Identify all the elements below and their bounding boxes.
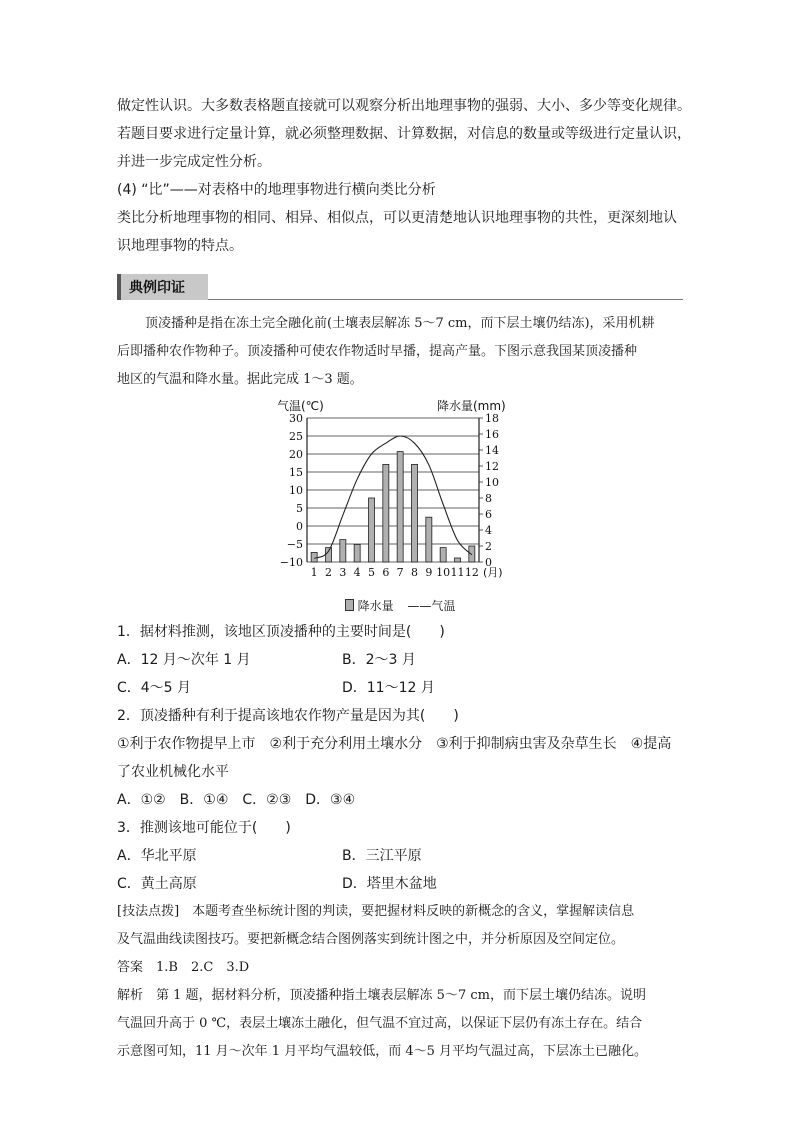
tip-line-2: 及气温曲线读图技巧。要把新概念结合图例落实到统计图之中，并分析原因及空间定位。 [117, 932, 625, 947]
left-tick-label: 0 [296, 520, 303, 533]
section-divider [208, 299, 683, 300]
right-tick-label: 6 [485, 508, 492, 521]
left-axis-title: 气温(℃) [277, 399, 324, 413]
answer-text: 1.B 2.C 3.D [143, 960, 250, 975]
legend-temp-label: 气温 [431, 599, 456, 613]
precip-bar [440, 548, 446, 562]
precip-bar [426, 517, 432, 562]
precip-bar [383, 464, 389, 562]
intro-line-4: (4) “比”——对表格中的地理事物进行横向类比分析 [117, 182, 436, 198]
left-tick-label: 30 [289, 412, 303, 425]
month-tick-label: 10 [436, 566, 451, 579]
right-tick-label: 8 [485, 492, 492, 505]
month-tick-label: 12 [464, 566, 479, 579]
q3-option-b: B．三江平原 [342, 848, 422, 864]
q1-options-row-2 [117, 674, 683, 702]
material-line-3: 地区的气温和降水量。据此完成 1～3 题。 [117, 372, 363, 387]
left-tick-label: 20 [289, 448, 303, 461]
left-tick-label: 5 [296, 502, 303, 515]
legend-precip-label: 降水量 [357, 599, 394, 613]
month-tick-label: 2 [325, 566, 332, 579]
section-title: 典例印证 [129, 280, 185, 296]
legend-line-swatch: —— [407, 599, 432, 613]
section-header [117, 274, 683, 300]
q1-option-b: B．2～3 月 [342, 652, 416, 668]
page-content [117, 92, 691, 1066]
right-tick-label: 0 [485, 556, 492, 569]
q3-options-row-1 [117, 842, 683, 870]
analysis-line-1 [117, 982, 683, 1010]
right-tick-label: 10 [485, 476, 499, 489]
left-tick-label: 15 [289, 466, 303, 479]
q1-option-d: D．11～12 月 [342, 680, 435, 696]
q2-items-line-2: 了农业机械化水平 [117, 764, 229, 780]
intro-line-1: 做定性认识。大多数表格题直接就可以观察分析出地理事物的强弱、大小、多少等变化规律。 [117, 98, 691, 114]
right-tick-label: 14 [485, 444, 499, 457]
q3-option-a: A．华北平原 [117, 848, 197, 864]
precip-bar [469, 546, 475, 562]
q1-option-a: A．12 月～次年 1 月 [117, 652, 251, 668]
precip-bar [340, 540, 346, 562]
q3-stem: 3．推测该地可能位于( ) [117, 820, 291, 836]
intro-line-2: 若题目要求进行定量计算，就必须整理数据、计算数据，对信息的数量或等级进行定量认识， [117, 126, 691, 142]
precip-bar [397, 452, 403, 562]
precip-bar [325, 548, 331, 562]
q3-option-c: C．黄土高原 [117, 876, 197, 892]
month-tick-label: 7 [396, 566, 404, 579]
month-tick-label: 5 [368, 566, 375, 579]
month-tick-label: 4 [353, 566, 361, 579]
tip-text-1: 本题考查坐标统计图的判读，要把握材料反映的新概念的含义，掌握解读信息 [179, 904, 635, 919]
q2-stem: 2．顶凌播种有利于提高该地农作物产量是因为其( ) [117, 708, 459, 724]
intro-line-6: 识地理事物的特点。 [117, 238, 243, 254]
material-line-1: 顶凌播种是指在冻土完全融化前(土壤表层解冻 5～7 cm，而下层土壤仍结冻)，采用机耕 [145, 316, 655, 331]
x-unit-label: (月) [483, 566, 503, 579]
precip-bar [354, 544, 360, 562]
q2-items-line-1: ①利于农作物提早上市 ②利于充分利用土壤水分 ③利于抑制病虫害及杂草生长 ④提高 [117, 736, 672, 752]
left-tick-label: 10 [289, 484, 303, 497]
q1-options-row-1 [117, 646, 683, 674]
analysis-line-2: 气温回升高于 0 ℃，表层土壤冻土融化，但气温不宜过高，以保证下层仍有冻土存在。结合 [117, 1016, 643, 1031]
climate-chart-svg [117, 396, 683, 600]
left-tick-label: 25 [289, 430, 303, 443]
tip-label: [技法点拨] [117, 904, 180, 919]
tip-line-1 [117, 898, 683, 926]
left-tick-label: −5 [286, 538, 303, 551]
material-line-2: 后即播种农作物种子。顶凌播种可使农作物适时早播，提高产量。下图示意我国某顶凌播种 [117, 344, 638, 359]
q1-option-c: C．4～5 月 [117, 680, 192, 696]
right-tick-label: 16 [485, 428, 499, 441]
intro-line-3: 并进一步完成定性分析。 [117, 154, 271, 170]
precip-bar [368, 498, 374, 562]
analysis-line-3: 示意图可知，11 月～次年 1 月平均气温较低，而 4～5 月平均气温过高，下层冻土已融化。 [117, 1044, 648, 1059]
right-tick-label: 12 [485, 460, 499, 473]
month-tick-label: 11 [450, 566, 465, 579]
right-tick-label: 2 [485, 540, 492, 553]
climate-chart [117, 396, 683, 600]
right-tick-label: 18 [485, 412, 499, 425]
precip-bar [311, 552, 317, 562]
answer-label: 答案 [117, 960, 144, 975]
month-tick-label: 8 [411, 566, 418, 579]
analysis-text-1: 第 1 题，据材料分析，顶凌播种指土壤表层解冻 5～7 cm，而下层土壤仍结冻。说明 [143, 988, 646, 1003]
precip-bar [454, 558, 460, 562]
q3-options-row-2 [117, 870, 683, 898]
legend-bar-swatch [345, 599, 354, 611]
precip-bar [411, 464, 417, 562]
left-tick-label: −10 [279, 556, 303, 569]
chart-legend [117, 598, 683, 614]
right-axis-title: 降水量(mm) [437, 399, 506, 413]
month-tick-label: 6 [382, 566, 390, 579]
analysis-label: 解析 [117, 988, 144, 1003]
q1-stem: 1．据材料推测，该地区顶凌播种的主要时间是( ) [117, 624, 445, 640]
month-tick-label: 9 [425, 566, 433, 579]
intro-line-5: 类比分析地理事物的相同、相异、相似点，可以更清楚地认识地理事物的共性，更深刻地认 [117, 210, 677, 226]
answer-line [117, 954, 683, 982]
month-tick-label: 1 [310, 566, 318, 579]
month-tick-label: 3 [339, 566, 347, 579]
q2-options: A．①② B．①④ C．②③ D．③④ [117, 792, 356, 808]
right-tick-label: 4 [485, 524, 492, 537]
q3-option-d: D．塔里木盆地 [342, 876, 437, 892]
